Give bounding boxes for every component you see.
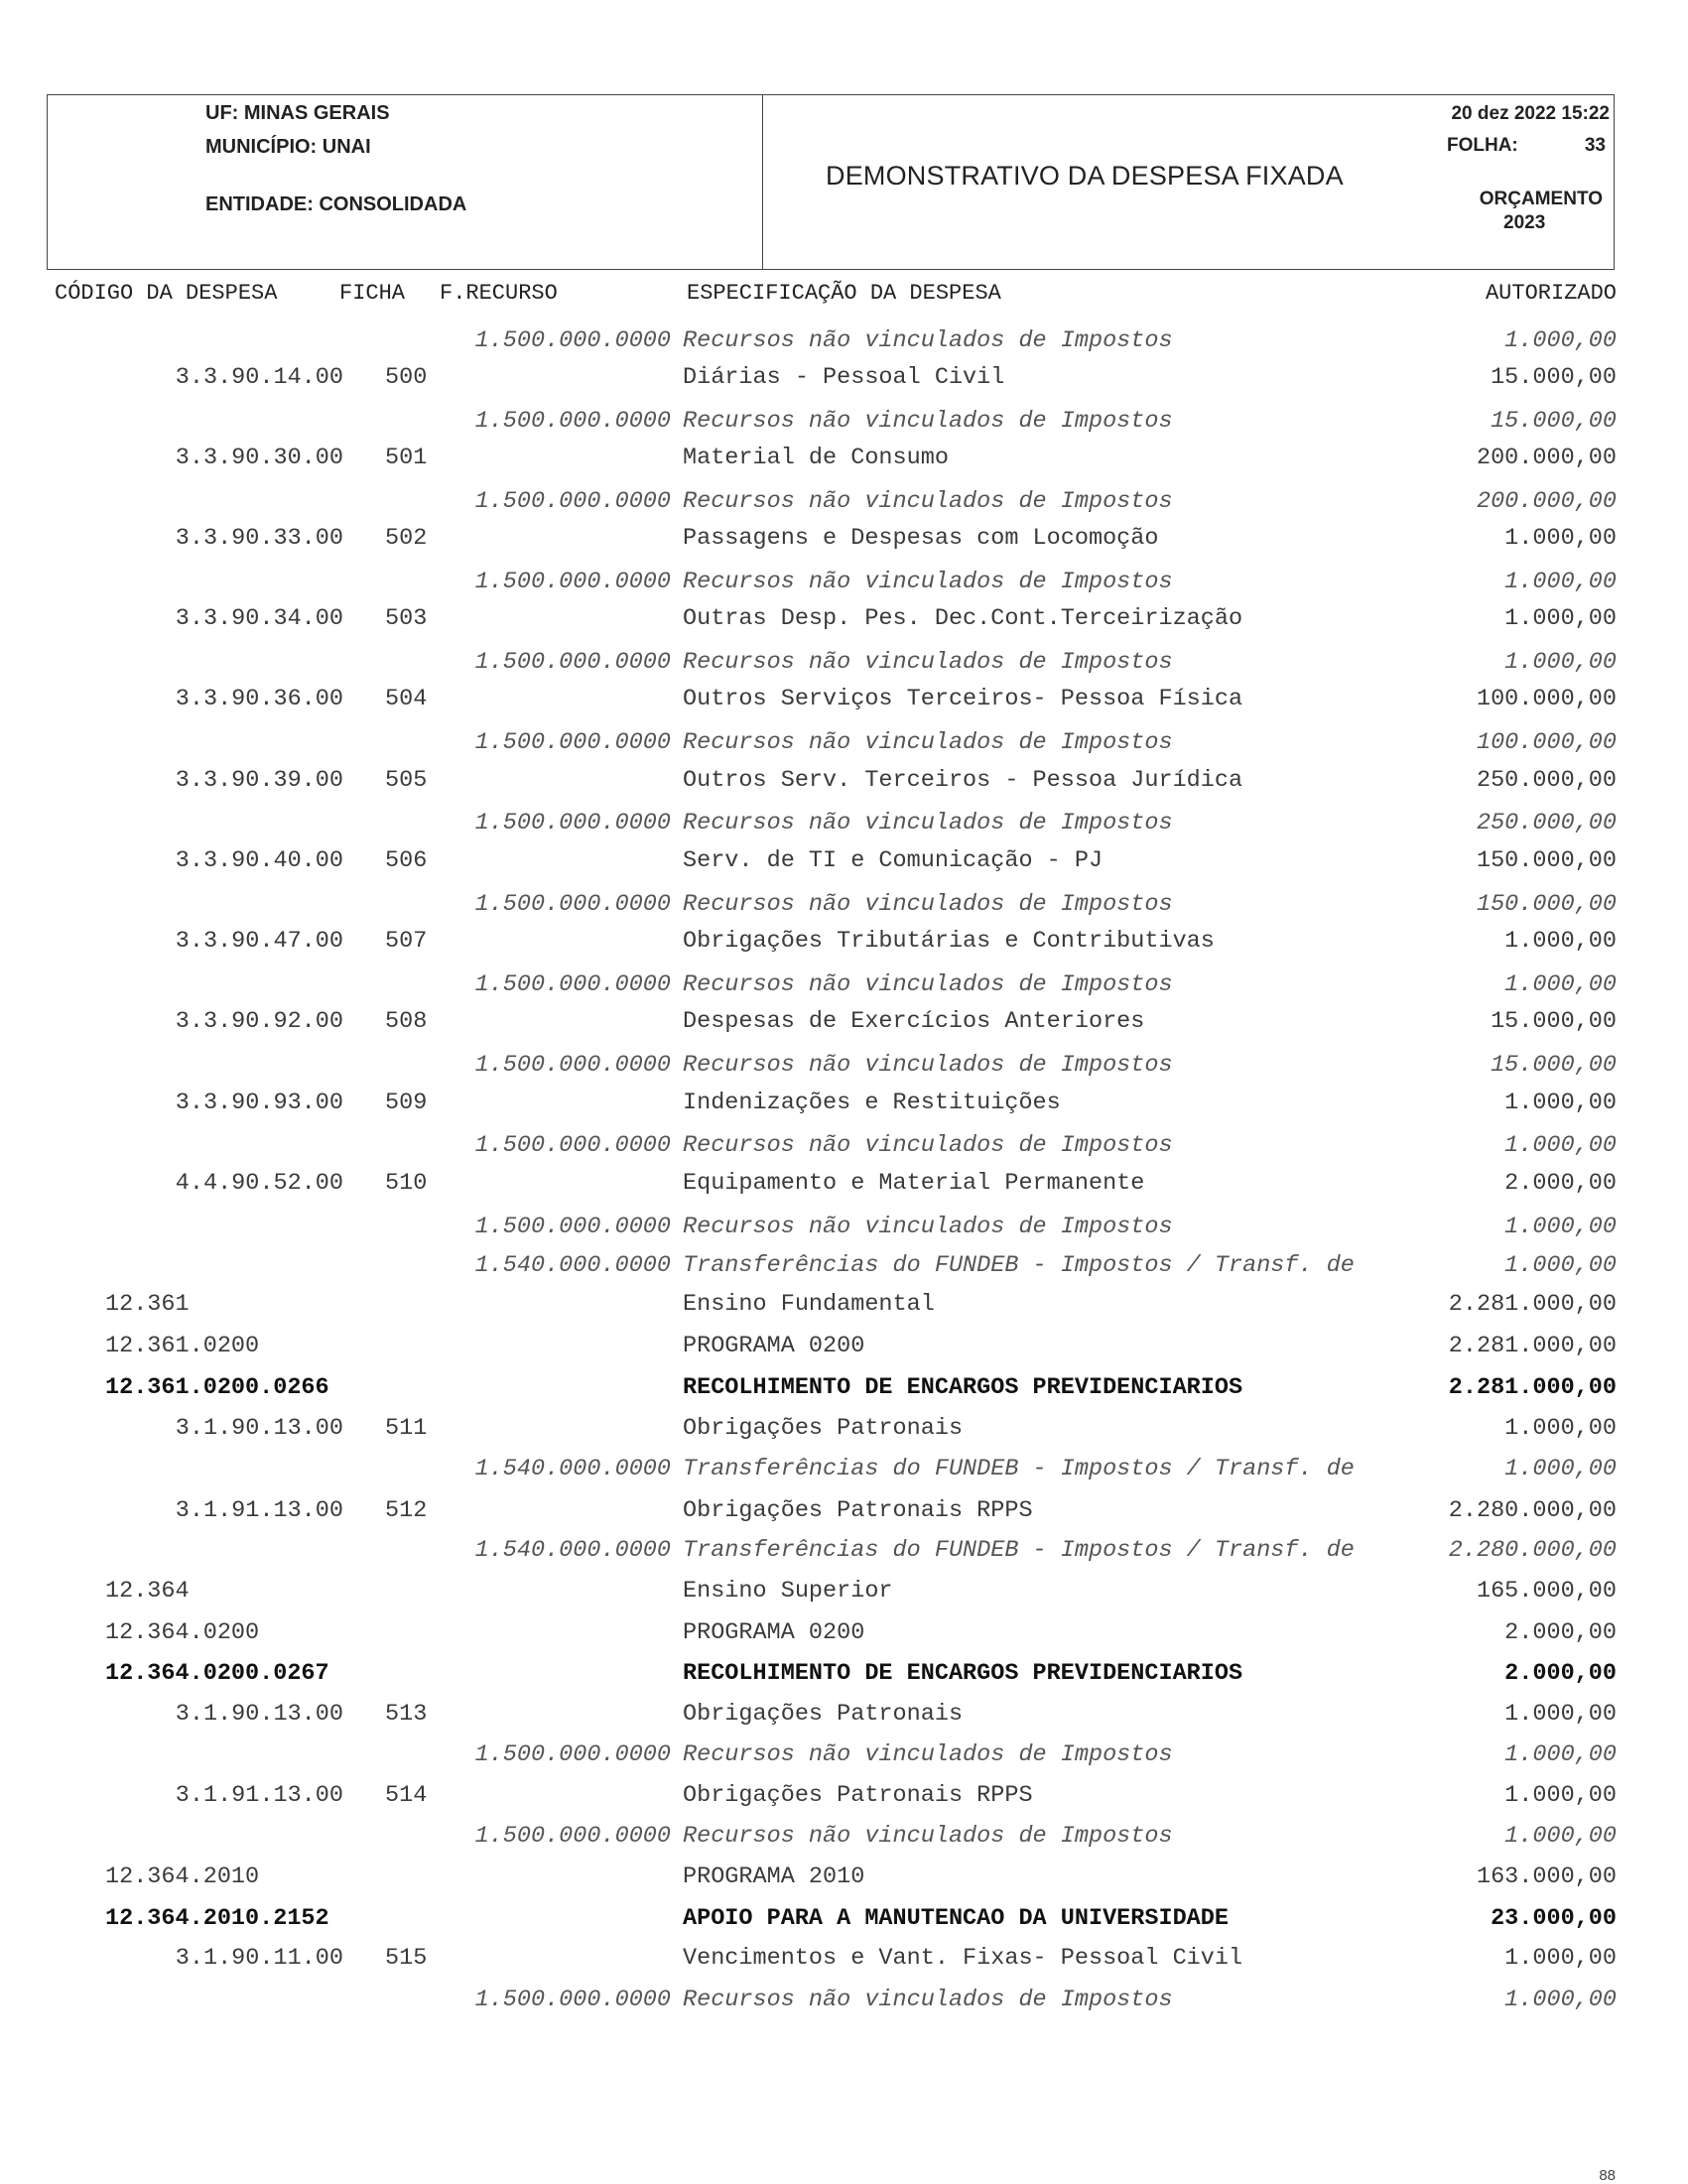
- expense-row: [0, 847, 1688, 883]
- expense-description: Outros Serviços Terceiros- Pessoa Física: [683, 686, 1243, 712]
- ficha-number: 504: [385, 686, 428, 712]
- recurso-code: 1.500.000.0000: [474, 408, 671, 435]
- recurso-description: Recursos não vinculados de Impostos: [683, 1132, 1173, 1159]
- program-description: PROGRAMA 2010: [683, 1863, 865, 1890]
- program-code: 12.364.2010.2152: [105, 1905, 329, 1932]
- authorized-value: 100.000,00: [1476, 686, 1617, 712]
- authorized-value: 1.000,00: [1504, 1701, 1617, 1728]
- source-row: [0, 488, 1688, 524]
- program-description: RECOLHIMENTO DE ENCARGOS PREVIDENCIARIOS: [683, 1374, 1243, 1401]
- program-row: [0, 1333, 1688, 1368]
- program-code: 12.361.0200.0266: [105, 1374, 329, 1401]
- recurso-code: 1.500.000.0000: [474, 1987, 671, 2013]
- column-header-recurso: F.RECURSO: [440, 281, 558, 306]
- recurso-description: Recursos não vinculados de Impostos: [683, 408, 1173, 435]
- recurso-code: 1.500.000.0000: [474, 810, 671, 836]
- recurso-code: 1.500.000.0000: [474, 327, 671, 354]
- column-header-ficha: FICHA: [339, 281, 406, 306]
- authorized-value: 1.000,00: [1504, 327, 1617, 354]
- authorized-value: 250.000,00: [1476, 810, 1617, 836]
- recurso-description: Transferências do FUNDEB - Impostos / Transf. de: [683, 1537, 1355, 1564]
- source-row: [0, 649, 1688, 685]
- action-row: [0, 1905, 1688, 1941]
- authorized-value: 1.000,00: [1504, 1456, 1617, 1482]
- expense-row: [0, 1945, 1688, 1981]
- source-row: [0, 1823, 1688, 1859]
- expense-row: [0, 928, 1688, 964]
- program-code: 12.361: [105, 1291, 190, 1318]
- recurso-description: Recursos não vinculados de Impostos: [683, 327, 1173, 354]
- recurso-description: Recursos não vinculados de Impostos: [683, 810, 1173, 836]
- recurso-description: Recursos não vinculados de Impostos: [683, 729, 1173, 756]
- expense-description: Material de Consumo: [683, 445, 949, 471]
- expense-description: Diárias - Pessoal Civil: [683, 364, 1005, 391]
- program-code: 12.364.2010: [105, 1863, 260, 1890]
- ficha-number: 500: [385, 364, 428, 391]
- orcamento-label: ORÇAMENTO: [1479, 189, 1603, 209]
- expense-code: 3.3.90.33.00: [175, 525, 343, 552]
- recurso-code: 1.500.000.0000: [474, 488, 671, 515]
- source-row: [0, 327, 1688, 363]
- authorized-value: 2.000,00: [1504, 1170, 1617, 1197]
- recurso-code: 1.500.000.0000: [474, 971, 671, 998]
- expense-row: [0, 364, 1688, 400]
- source-row: [0, 891, 1688, 927]
- column-header-especificacao: ESPECIFICAÇÃO DA DESPESA: [687, 281, 1001, 306]
- expense-row: [0, 1170, 1688, 1206]
- source-row: [0, 1741, 1688, 1777]
- page-number: 88: [1599, 2167, 1616, 2184]
- recurso-description: Transferências do FUNDEB - Impostos / Transf. de: [683, 1456, 1355, 1482]
- recurso-description: Recursos não vinculados de Impostos: [683, 1987, 1173, 2013]
- source-row: [0, 1052, 1688, 1088]
- orcamento-year: 2023: [1503, 212, 1546, 233]
- recurso-code: 1.500.000.0000: [474, 1823, 671, 1850]
- recurso-code: 1.500.000.0000: [474, 1214, 671, 1240]
- expense-row: [0, 1497, 1688, 1533]
- authorized-value: 2.000,00: [1504, 1660, 1617, 1687]
- expense-code: 3.3.90.30.00: [175, 445, 343, 471]
- program-row: [0, 1291, 1688, 1327]
- recurso-code: 1.500.000.0000: [474, 1741, 671, 1768]
- authorized-value: 2.281.000,00: [1448, 1291, 1617, 1318]
- ficha-number: 511: [385, 1415, 428, 1442]
- ficha-number: 502: [385, 525, 428, 552]
- source-row: [0, 408, 1688, 444]
- authorized-value: 165.000,00: [1476, 1578, 1617, 1605]
- ficha-number: 515: [385, 1945, 428, 1972]
- authorized-value: 2.280.000,00: [1448, 1497, 1617, 1524]
- action-row: [0, 1374, 1688, 1410]
- authorized-value: 1.000,00: [1504, 649, 1617, 676]
- folha-number: 33: [1584, 135, 1606, 156]
- ficha-number: 513: [385, 1701, 428, 1728]
- authorized-value: 1.000,00: [1504, 928, 1617, 955]
- expense-code: 3.3.90.34.00: [175, 605, 343, 632]
- authorized-value: 1.000,00: [1504, 1782, 1617, 1809]
- municipio-label: MUNICÍPIO: UNAI: [205, 136, 371, 158]
- expense-code: 3.3.90.47.00: [175, 928, 343, 955]
- authorized-value: 163.000,00: [1476, 1863, 1617, 1890]
- expense-code: 3.3.90.40.00: [175, 847, 343, 874]
- uf-label: UF: MINAS GERAIS: [205, 102, 390, 124]
- expense-code: 3.1.91.13.00: [175, 1497, 343, 1524]
- program-row: [0, 1619, 1688, 1655]
- recurso-description: Recursos não vinculados de Impostos: [683, 488, 1173, 515]
- recurso-description: Recursos não vinculados de Impostos: [683, 891, 1173, 918]
- expense-row: [0, 605, 1688, 641]
- expense-description: Serv. de TI e Comunicação - PJ: [683, 847, 1104, 874]
- source-row: [0, 1214, 1688, 1249]
- ficha-number: 512: [385, 1497, 428, 1524]
- ficha-number: 514: [385, 1782, 428, 1809]
- source-row: [0, 1252, 1688, 1288]
- expense-description: Obrigações Patronais: [683, 1415, 964, 1442]
- action-row: [0, 1660, 1688, 1696]
- column-header-autorizado: AUTORIZADO: [1485, 281, 1617, 306]
- expense-row: [0, 525, 1688, 561]
- expense-row: [0, 1090, 1688, 1125]
- expense-description: Indenizações e Restituições: [683, 1090, 1061, 1116]
- expense-code: 3.1.90.11.00: [175, 1945, 343, 1972]
- expense-row: [0, 686, 1688, 721]
- entidade-label: ENTIDADE: CONSOLIDADA: [205, 193, 467, 215]
- authorized-value: 100.000,00: [1476, 729, 1617, 756]
- recurso-code: 1.500.000.0000: [474, 891, 671, 918]
- authorized-value: 200.000,00: [1476, 488, 1617, 515]
- recurso-code: 1.500.000.0000: [474, 1052, 671, 1079]
- program-code: 12.364.0200: [105, 1619, 260, 1646]
- authorized-value: 23.000,00: [1491, 1905, 1617, 1932]
- authorized-value: 2.281.000,00: [1448, 1374, 1617, 1401]
- authorized-value: 1.000,00: [1504, 1214, 1617, 1240]
- recurso-description: Recursos não vinculados de Impostos: [683, 971, 1173, 998]
- authorized-value: 15.000,00: [1491, 364, 1617, 391]
- expense-description: Obrigações Patronais RPPS: [683, 1782, 1033, 1809]
- ficha-number: 501: [385, 445, 428, 471]
- authorized-value: 150.000,00: [1476, 847, 1617, 874]
- expense-description: Obrigações Patronais: [683, 1701, 964, 1728]
- expense-code: 3.1.91.13.00: [175, 1782, 343, 1809]
- authorized-value: 15.000,00: [1491, 408, 1617, 435]
- recurso-description: Recursos não vinculados de Impostos: [683, 1052, 1173, 1079]
- recurso-description: Transferências do FUNDEB - Impostos / Transf. de: [683, 1252, 1355, 1279]
- recurso-description: Recursos não vinculados de Impostos: [683, 569, 1173, 595]
- recurso-code: 1.500.000.0000: [474, 569, 671, 595]
- authorized-value: 1.000,00: [1504, 1252, 1617, 1279]
- recurso-code: 1.540.000.0000: [474, 1456, 671, 1482]
- expense-code: 3.3.90.36.00: [175, 686, 343, 712]
- expense-description: Despesas de Exercícios Anteriores: [683, 1008, 1145, 1035]
- expense-description: Obrigações Tributárias e Contributivas: [683, 928, 1215, 955]
- report-title: DEMONSTRATIVO DA DESPESA FIXADA: [826, 161, 1344, 191]
- source-row: [0, 1987, 1688, 2022]
- recurso-code: 1.540.000.0000: [474, 1252, 671, 1279]
- authorized-value: 2.281.000,00: [1448, 1333, 1617, 1359]
- recurso-code: 1.500.000.0000: [474, 649, 671, 676]
- authorized-value: 1.000,00: [1504, 1132, 1617, 1159]
- authorized-value: 1.000,00: [1504, 1945, 1617, 1972]
- source-row: [0, 1456, 1688, 1491]
- recurso-description: Recursos não vinculados de Impostos: [683, 1741, 1173, 1768]
- authorized-value: 15.000,00: [1491, 1052, 1617, 1079]
- expense-description: Obrigações Patronais RPPS: [683, 1497, 1033, 1524]
- expense-code: 3.3.90.93.00: [175, 1090, 343, 1116]
- ficha-number: 509: [385, 1090, 428, 1116]
- expense-row: [0, 767, 1688, 803]
- program-description: PROGRAMA 0200: [683, 1619, 865, 1646]
- ficha-number: 507: [385, 928, 428, 955]
- recurso-code: 1.500.000.0000: [474, 729, 671, 756]
- report-datetime: 20 dez 2022 15:22: [1451, 103, 1610, 124]
- recurso-description: Recursos não vinculados de Impostos: [683, 1823, 1173, 1850]
- ficha-number: 506: [385, 847, 428, 874]
- source-row: [0, 971, 1688, 1007]
- program-description: PROGRAMA 0200: [683, 1333, 865, 1359]
- expense-code: 3.1.90.13.00: [175, 1701, 343, 1728]
- source-row: [0, 569, 1688, 604]
- expense-row: [0, 1008, 1688, 1044]
- authorized-value: 1.000,00: [1504, 605, 1617, 632]
- program-description: RECOLHIMENTO DE ENCARGOS PREVIDENCIARIOS: [683, 1660, 1243, 1687]
- header-divider: [762, 95, 763, 269]
- source-row: [0, 1537, 1688, 1573]
- authorized-value: 250.000,00: [1476, 767, 1617, 794]
- ficha-number: 510: [385, 1170, 428, 1197]
- authorized-value: 1.000,00: [1504, 1823, 1617, 1850]
- authorized-value: 1.000,00: [1504, 1741, 1617, 1768]
- authorized-value: 150.000,00: [1476, 891, 1617, 918]
- ficha-number: 503: [385, 605, 428, 632]
- authorized-value: 1.000,00: [1504, 525, 1617, 552]
- program-code: 12.361.0200: [105, 1333, 260, 1359]
- column-header-codigo: CÓDIGO DA DESPESA: [55, 281, 278, 306]
- authorized-value: 1.000,00: [1504, 1090, 1617, 1116]
- expense-row: [0, 1701, 1688, 1736]
- program-code: 12.364.0200.0267: [105, 1660, 329, 1687]
- expense-description: Outros Serv. Terceiros - Pessoa Jurídica: [683, 767, 1243, 794]
- source-row: [0, 810, 1688, 845]
- folha-label: FOLHA:: [1447, 135, 1518, 156]
- program-row: [0, 1863, 1688, 1899]
- recurso-code: 1.540.000.0000: [474, 1537, 671, 1564]
- expense-code: 3.3.90.14.00: [175, 364, 343, 391]
- expense-row: [0, 445, 1688, 480]
- authorized-value: 1.000,00: [1504, 569, 1617, 595]
- authorized-value: 1.000,00: [1504, 971, 1617, 998]
- expense-code: 3.3.90.39.00: [175, 767, 343, 794]
- authorized-value: 15.000,00: [1491, 1008, 1617, 1035]
- authorized-value: 1.000,00: [1504, 1415, 1617, 1442]
- ficha-number: 505: [385, 767, 428, 794]
- program-row: [0, 1578, 1688, 1613]
- source-row: [0, 1132, 1688, 1168]
- authorized-value: 2.280.000,00: [1448, 1537, 1617, 1564]
- authorized-value: 1.000,00: [1504, 1987, 1617, 2013]
- program-description: APOIO PARA A MANUTENCAO DA UNIVERSIDADE: [683, 1905, 1229, 1932]
- authorized-value: 200.000,00: [1476, 445, 1617, 471]
- expense-description: Equipamento e Material Permanente: [683, 1170, 1145, 1197]
- ficha-number: 508: [385, 1008, 428, 1035]
- program-description: Ensino Superior: [683, 1578, 893, 1605]
- recurso-description: Recursos não vinculados de Impostos: [683, 1214, 1173, 1240]
- expense-description: Outras Desp. Pes. Dec.Cont.Terceirização: [683, 605, 1243, 632]
- recurso-description: Recursos não vinculados de Impostos: [683, 649, 1173, 676]
- recurso-code: 1.500.000.0000: [474, 1132, 671, 1159]
- expense-row: [0, 1415, 1688, 1451]
- expense-description: Vencimentos e Vant. Fixas- Pessoal Civil: [683, 1945, 1243, 1972]
- source-row: [0, 729, 1688, 765]
- authorized-value: 2.000,00: [1504, 1619, 1617, 1646]
- expense-row: [0, 1782, 1688, 1818]
- program-description: Ensino Fundamental: [683, 1291, 935, 1318]
- program-code: 12.364: [105, 1578, 190, 1605]
- expense-code: 4.4.90.52.00: [175, 1170, 343, 1197]
- expense-description: Passagens e Despesas com Locomoção: [683, 525, 1159, 552]
- expense-code: 3.1.90.13.00: [175, 1415, 343, 1442]
- expense-code: 3.3.90.92.00: [175, 1008, 343, 1035]
